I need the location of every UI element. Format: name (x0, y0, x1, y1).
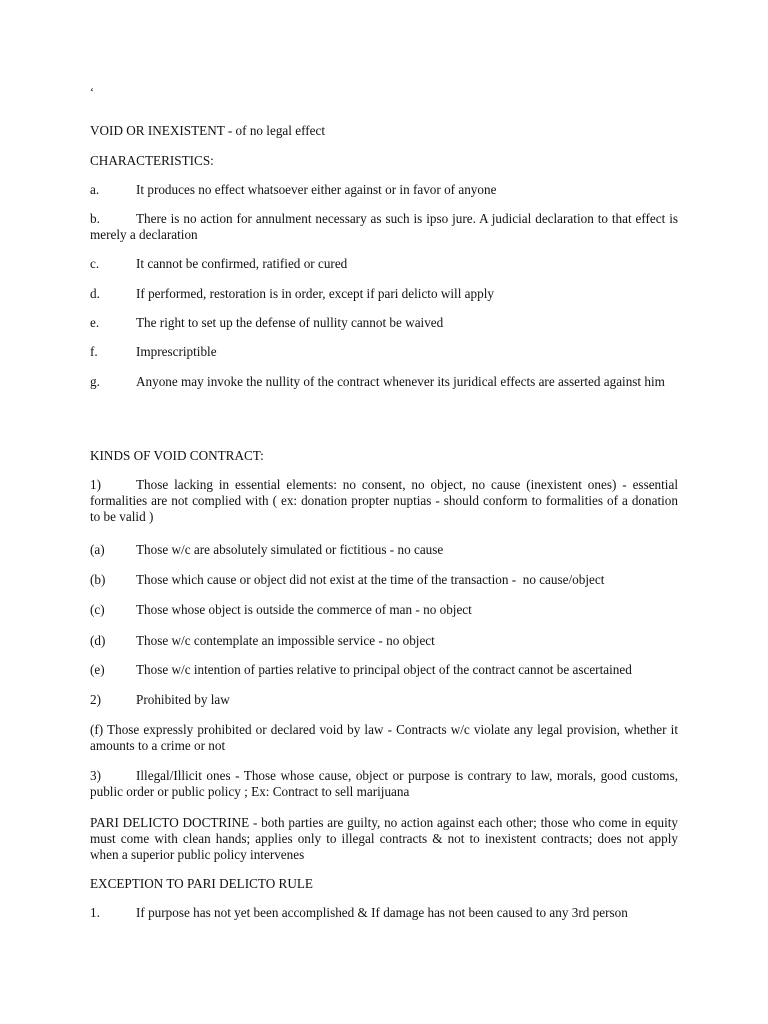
sub-item-e (90, 662, 678, 678)
list-text: Anyone may invoke the nullity of the contract whenever its juridical effects are asserted against him (136, 374, 665, 389)
list-label: a. (90, 182, 100, 197)
kind-2 (90, 692, 678, 708)
heading-void-inexistent: VOID OR INEXISTENT - of no legal effect (90, 123, 325, 138)
list-text: Those w/c are absolutely simulated or fictitious - no cause (136, 542, 444, 557)
list-text: It cannot be confirmed, ratified or cured (136, 256, 348, 271)
exception-heading: EXCEPTION TO PARI DELICTO RULE (90, 876, 313, 891)
list-text: The right to set up the defense of nullity cannot be waived (136, 315, 444, 330)
list-label: f. (90, 344, 98, 359)
list-label: (d) (90, 633, 106, 648)
list-label: (b) (90, 572, 106, 587)
pari-delicto-paragraph: PARI DELICTO DOCTRINE - both parties are guilty, no action against each other; those who come in equity must come with clean hands; applies only to illegal contracts & not to inexistent contracts; does not apply when a superior public policy intervenes (90, 815, 678, 862)
list-text: Illegal/Illicit ones - Those whose cause, object or purpose is contrary to law, morals, good customs, public order or public policy ; Ex: Contract to sell marijuana (90, 768, 678, 799)
list-text: There is no action for annulment necessary as such is ipso jure. A judicial declaration to that effect is merely a declaration (90, 211, 678, 242)
list-text: If performed, restoration is in order, except if pari delicto will apply (136, 286, 494, 301)
list-label: b. (90, 211, 100, 226)
characteristic-b (90, 211, 678, 243)
list-text: Those w/c intention of parties relative to principal object of the contract cannot be ascertained (136, 662, 632, 677)
characteristic-g (90, 374, 678, 390)
list-text: Those w/c contemplate an impossible service - no object (136, 633, 435, 648)
list-label: (a) (90, 542, 105, 557)
kind-1 (90, 477, 678, 525)
list-label: e. (90, 315, 100, 330)
list-label: 1) (90, 477, 101, 492)
list-label: g. (90, 374, 100, 389)
list-label: (e) (90, 662, 105, 677)
list-text: Prohibited by law (136, 692, 230, 707)
kinds-heading: KINDS OF VOID CONTRACT: (90, 448, 264, 463)
characteristic-e (90, 315, 678, 331)
list-label: 3) (90, 768, 101, 783)
list-label: (c) (90, 602, 105, 617)
list-text: It produces no effect whatsoever either against or in favor of anyone (136, 182, 497, 197)
characteristic-a (90, 182, 678, 198)
sub-item-c (90, 602, 678, 618)
sub-item-a (90, 542, 678, 558)
characteristics-heading: CHARACTERISTICS: (90, 153, 214, 168)
characteristic-d (90, 286, 678, 302)
list-label: 2) (90, 692, 101, 707)
stray-mark: ‘ (90, 85, 94, 99)
list-label: d. (90, 286, 100, 301)
list-label: 1. (90, 905, 100, 920)
sub-item-b (90, 572, 678, 588)
list-text: Those whose object is outside the commerce of man - no object (136, 602, 472, 617)
sub-item-d (90, 633, 678, 649)
kind-3 (90, 768, 678, 800)
item-f-paragraph: (f) Those expressly prohibited or declared void by law - Contracts w/c violate any legal provision, whether it amounts to a crime or not (90, 722, 678, 753)
characteristic-f (90, 344, 678, 360)
characteristic-c (90, 256, 678, 272)
list-label: c. (90, 256, 100, 271)
exception-1 (90, 905, 678, 921)
list-text: Imprescriptible (136, 344, 217, 359)
list-text: Those lacking in essential elements: no consent, no object, no cause (inexistent ones) - essential formalities are not complied with ( ex: donation propter nuptias - should conform to formalities of a donation to be valid ) (90, 477, 678, 524)
list-text: Those which cause or object did not exist at the time of the transaction - no cause/object (136, 572, 605, 587)
list-text: If purpose has not yet been accomplished & If damage has not been caused to any 3rd person (136, 905, 628, 920)
